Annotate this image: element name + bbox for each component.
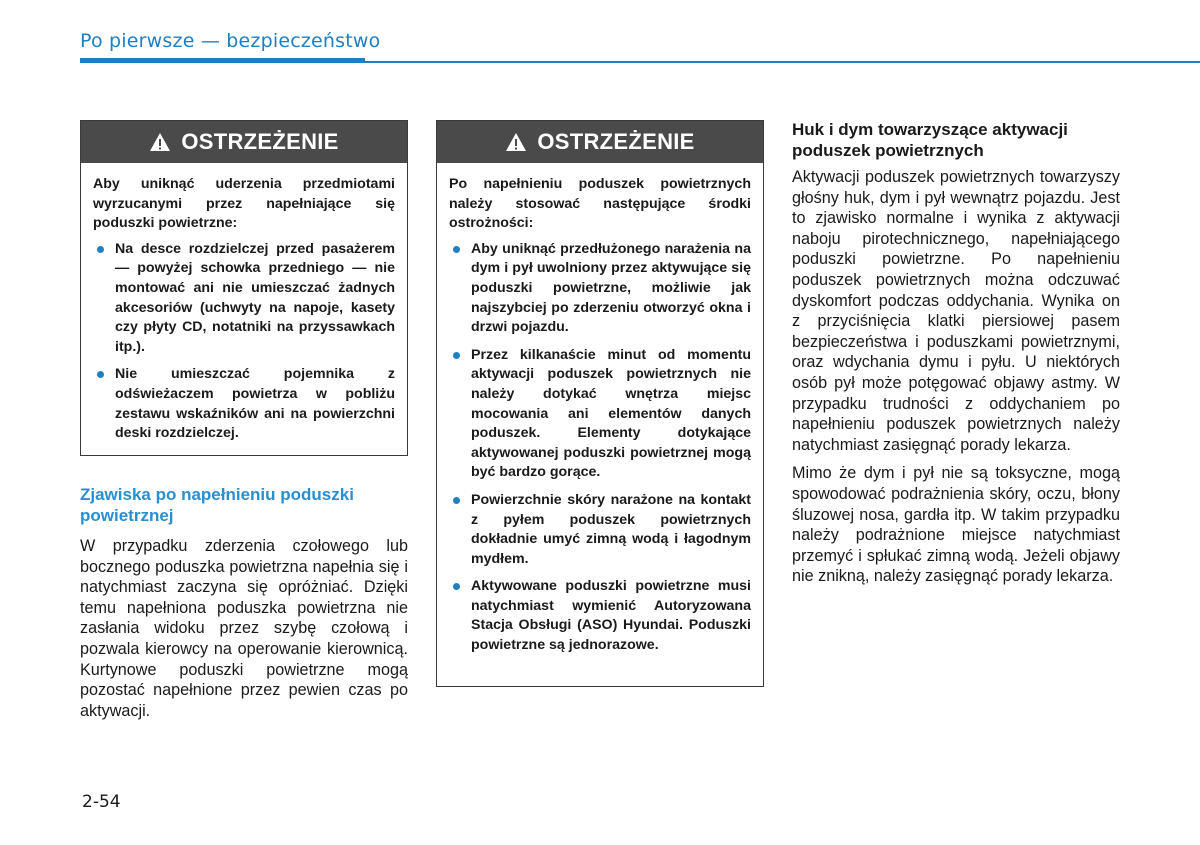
header-rule-thin — [365, 61, 1200, 63]
warning-box-middle — [436, 120, 764, 687]
warning-triangle-icon — [149, 132, 171, 152]
warning-box-left — [80, 120, 408, 456]
warning-header — [437, 121, 763, 163]
warning-body — [437, 163, 763, 672]
warning-intro: Aby uniknąć uderzenia przedmiotami wyrzucanymi przez napełniające się poduszki powietrzne: — [93, 176, 395, 232]
warning-triangle-icon — [505, 132, 527, 152]
warning-bullet: Powierzchnie skóry narażone na kontakt z pyłem poduszek powietrznych dokładnie umyć zimną wodą i łagodnym mydłem. — [449, 491, 751, 569]
warning-bullet-list — [449, 240, 751, 656]
section-body-noise — [792, 167, 1120, 595]
warning-title: OSTRZEŻENIE — [537, 129, 695, 154]
page-header-title: Po pierwsze — bezpieczeństwo — [80, 30, 381, 52]
warning-title: OSTRZEŻENIE — [181, 129, 339, 154]
page-number: 2-54 — [82, 792, 121, 812]
warning-bullet: Nie umieszczać pojemnika z odświeżaczem powietrza w pobliżu zestawu wskaźników ani na powierzchni deski rozdzielczej. — [93, 365, 395, 443]
warning-bullet-list — [93, 240, 395, 444]
paragraph: W przypadku zderzenia czołowego lub bocznego poduszka powietrzna napełnia się i natychmiast zaczyna się opróżniać. Dzięki temu napełniona poduszka powietrzna nie zasłania widoku przez szybę czołową i pozwala kierowcy na operowanie kierownicą. Kurtynowe poduszki powietrzne mogą pozostać napełnione przez pewien czas po aktywacji. — [80, 537, 408, 720]
warning-bullet: Przez kilkanaście minut od momentu aktywacji poduszek powietrznych nie należy dotykać wnętrza miejsc mocowania ani elementów danych poduszek. Elementy dotykające aktywowanej poduszki powietrznej mogą być bardzo gorące. — [449, 346, 751, 483]
warning-header — [81, 121, 407, 163]
section-body-inflation — [80, 536, 408, 729]
warning-intro: Po napełnieniu poduszek powietrznych należy stosować następujące środki ostrożności: — [449, 176, 751, 232]
warning-bullet: Na desce rozdzielczej przed pasażerem — powyżej schowka przedniego — nie montować ani nie umieszczać żadnych akcesoriów (uchwyty na napoje, kasety czy płyty CD, notatniki na przyssawkach itp.). — [93, 240, 395, 358]
warning-body — [81, 163, 407, 460]
warning-bullet: Aktywowane poduszki powietrzne musi natychmiast wymienić Autoryzowana Stacja Obsługi (ASO) Hyundai. Poduszki powietrzne są jednorazowe. — [449, 577, 751, 655]
warning-bullet: Aby uniknąć przedłużonego narażenia na dym i pył uwolniony przez aktywujące się poduszki powietrzne, możliwie jak najszybciej po zderzeniu otworzyć okna i drzwi pojazdu. — [449, 240, 751, 338]
paragraph: Mimo że dym i pył nie są toksyczne, mogą spowodować podrażnienia skóry, oczu, błony śluzowej nosa, gardła itp. W takim przypadku należy podrażnione miejsce natychmiast przemyć i spłukać zimną wodą. Jeżeli objawy nie znikną, należy zasięgnąć porady lekarza. — [792, 464, 1120, 586]
section-heading-noise: Huk i dym towarzyszące aktywacji poduszek powietrznych — [792, 120, 1068, 160]
paragraph: Aktywacji poduszek powietrznych towarzyszy głośny huk, dym i pył wewnątrz pojazdu. Jest to zjawisko normalne i wynika z aktywacji naboju pirotechnicznego, napełniającego poduszki powietrzne. Po napełnieniu poduszek powietrznych można odczuwać dyskomfort podczas oddychania. Wynika on z przyciśnięcia klatki piersiowej pasem bezpieczeństwa i poduszkami powietrznymi, oraz wdychania dymu i pyłu. U niektórych osób pył może potęgować objawy astmy. W przypadku trudności z oddychaniem po napełnieniu poduszek powietrznych należy natychmiast zasięgnąć porady lekarza. — [792, 168, 1120, 454]
section-heading-inflation: Zjawiska po napełnieniu poduszki powietrznej — [80, 485, 354, 525]
header-rule-thick — [80, 58, 365, 63]
